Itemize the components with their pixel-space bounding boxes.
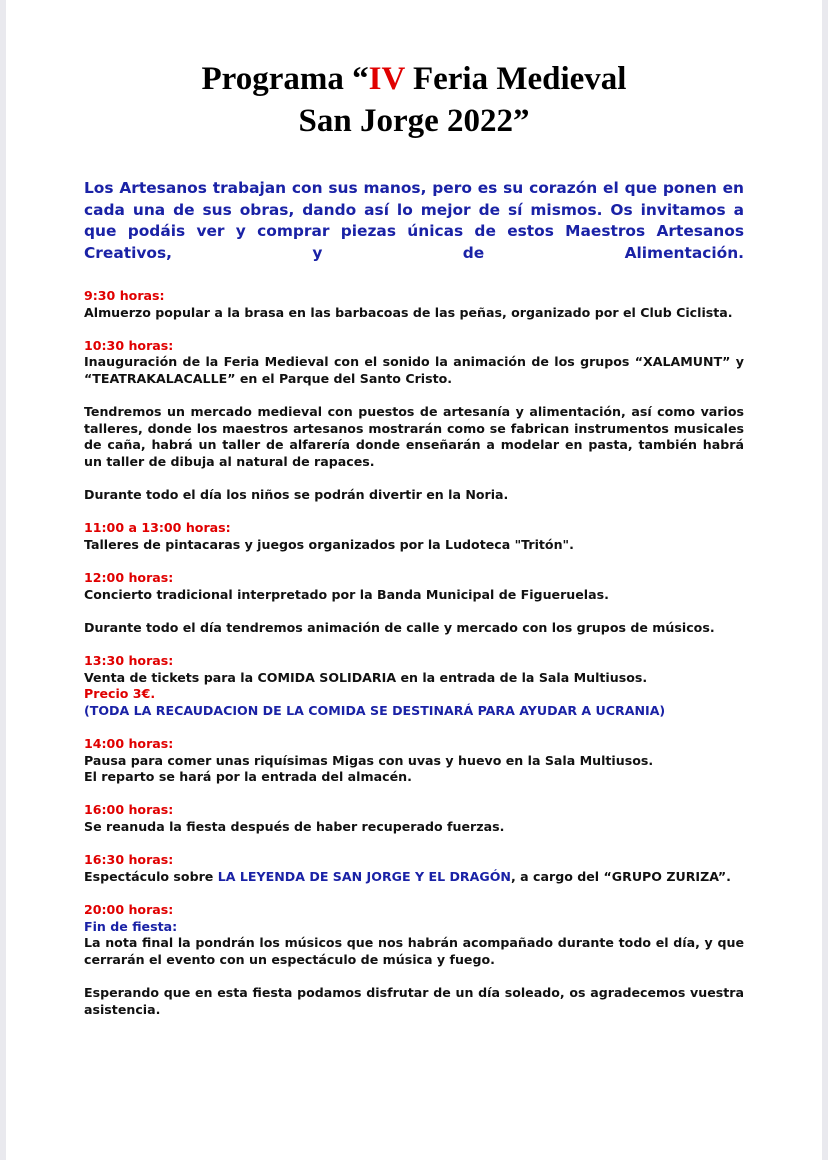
schedule-text: Concierto tradicional interpretado por la Banda Municipal de Figueruelas. (84, 586, 609, 602)
price-label: Precio 3€. (84, 686, 156, 702)
schedule-text: Talleres de pintacaras y juegos organizados por la Ludoteca "Tritón". (84, 536, 574, 552)
time-label: 12:00 horas: (84, 570, 174, 586)
schedule-item-1630 (84, 852, 744, 885)
schedule-text: Pausa para comer unas riquísimas Migas con uvas y huevo en la Sala Multiusos. (84, 752, 654, 768)
time-label: 14:00 horas: (84, 736, 174, 752)
end-of-party-label: Fin de fiesta: (84, 918, 178, 934)
time-label: 16:30 horas: (84, 852, 174, 868)
noria-paragraph: Durante todo el día los niños se podrán divertir en la Noria. (84, 487, 509, 503)
schedule-text: La nota final la pondrán los músicos que nos habrán acompañado durante todo el día, y que cerrarán el evento con un espectáculo de música y fuego. (84, 935, 744, 967)
schedule-text: El reparto se hará por la entrada del almacén. (84, 769, 412, 785)
schedule-text: Se reanuda la fiesta después de haber recuperado fuerzas. (84, 819, 505, 834)
page-title (0, 58, 828, 142)
legend-highlight: LA LEYENDA DE SAN JORGE Y EL DRAGÓN (217, 868, 511, 884)
schedule-item-1030 (84, 338, 744, 388)
title-line-2: San Jorge 2022” (298, 103, 530, 139)
schedule-item-1100 (84, 520, 744, 553)
closing-paragraph: Esperando que en esta fiesta podamos disfrutar de un día soleado, os agradecemos vuestra asistencia. (84, 984, 744, 1017)
time-label: 13:30 horas: (84, 653, 174, 669)
market-paragraph: Tendremos un mercado medieval con puestos de artesanía y alimentación, así como varios talleres, donde los maestros artesanos mostrarán como se fabrican instrumentos musicales de caña, habrá un taller de alfarería donde enseñarán a modelar en pasta, también habrá un taller de dibuja al natural de rapaces. (84, 404, 744, 469)
schedule-item-1200 (84, 570, 744, 603)
title-line-1: Programa “IV Feria Medieval (201, 61, 627, 97)
time-label: 16:00 horas: (84, 802, 174, 818)
time-label: 11:00 a 13:00 horas: (84, 520, 231, 536)
street-paragraph: Durante todo el día tendremos animación de calle y mercado con los grupos de músicos. (84, 619, 715, 635)
schedule-text: Inauguración de la Feria Medieval con el sonido la animación de los grupos “XALAMUNT” y “TEATRAKALACALLE” en el Parque del Santo Cristo. (84, 354, 744, 386)
title-roman-numeral: IV (368, 61, 405, 97)
schedule-item-0930 (84, 288, 744, 321)
schedule-text: Almuerzo popular a la brasa en las barbacoas de las peñas, organizado por el Club Ciclista. (84, 304, 733, 320)
schedule-item-1600 (84, 802, 744, 835)
time-label: 9:30 horas: (84, 288, 165, 303)
time-label: 10:30 horas: (84, 337, 174, 353)
schedule-item-2000 (84, 902, 744, 968)
schedule-text: Espectáculo sobre (84, 868, 218, 884)
schedule-text: Venta de tickets para la COMIDA SOLIDARIA en la entrada de la Sala Multiusos. (84, 669, 648, 685)
schedule-text: , a cargo del “GRUPO ZURIZA”. (510, 868, 731, 884)
schedule (84, 288, 744, 1035)
intro-paragraph: Los Artesanos trabajan con sus manos, pero es su corazón el que ponen en cada una de sus obras, dando así lo mejor de sí mismos. Os invitamos a que podáis ver y comprar piezas únicas de estos Maestros Artesanos Creativos, y de Alimentación. (84, 179, 744, 262)
ukraine-note: (TODA LA RECAUDACION DE LA COMIDA SE DESTINARÁ PARA AYUDAR A UCRANIA) (84, 702, 666, 718)
schedule-item-1330 (84, 653, 744, 719)
schedule-item-1400 (84, 736, 744, 786)
time-label: 20:00 horas: (84, 901, 174, 917)
